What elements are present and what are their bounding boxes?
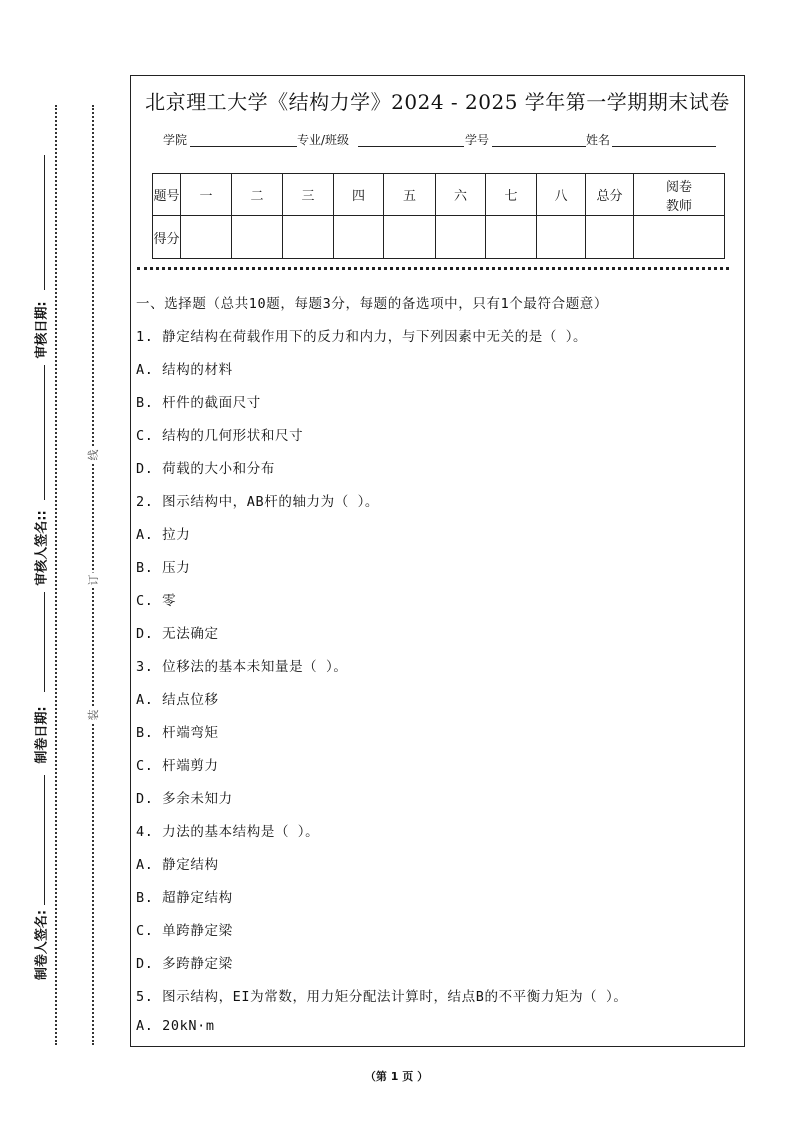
page-title: 北京理工大学《结构力学》2024 - 2025 学年第一学期期末试卷 xyxy=(145,90,730,114)
signature-line xyxy=(44,592,45,692)
answer-option: D. 荷载的大小和分布 xyxy=(136,461,275,477)
answer-option: A. 静定结构 xyxy=(136,857,219,873)
binding-mark-zhuang: 装 xyxy=(87,709,100,721)
header-cell: 五 xyxy=(384,174,436,216)
answer-option: B. 压力 xyxy=(136,560,191,576)
header-cell: 一 xyxy=(181,174,232,216)
question-text: 4. 力法的基本结构是（ ）。 xyxy=(136,824,320,840)
header-cell: 六 xyxy=(436,174,486,216)
score-cell[interactable] xyxy=(436,216,486,259)
answer-option: A. 结点位移 xyxy=(136,692,219,708)
answer-option: D. 无法确定 xyxy=(136,626,219,642)
student-id-field[interactable] xyxy=(492,146,586,147)
answer-option: C. 单跨静定梁 xyxy=(136,923,233,939)
reviewer-signature-label: 审核人签名:: xyxy=(34,510,50,586)
header-cell: 二 xyxy=(232,174,283,216)
score-cell[interactable] xyxy=(334,216,384,259)
dotted-separator xyxy=(137,267,729,270)
question-text: 1. 静定结构在荷载作用下的反力和内力，与下列因素中无关的是（ ）。 xyxy=(136,329,588,345)
answer-option: A. 20kN·m xyxy=(136,1018,215,1034)
name-field[interactable] xyxy=(612,146,716,147)
header-cell: 题号 xyxy=(153,174,181,216)
score-table-score-row xyxy=(153,216,725,259)
answer-option: A. 结构的材料 xyxy=(136,362,233,378)
binding-mark-ding: 订 xyxy=(87,574,100,586)
score-table-header-row xyxy=(153,174,725,216)
answer-option: C. 零 xyxy=(136,593,177,609)
answer-option: D. 多余未知力 xyxy=(136,791,233,807)
header-cell: 三 xyxy=(283,174,334,216)
signature-line xyxy=(44,775,45,905)
binding-dotted-line xyxy=(55,105,57,1045)
question-text: 3. 位移法的基本未知量是（ ）。 xyxy=(136,659,348,675)
answer-option: D. 多跨静定梁 xyxy=(136,956,233,972)
name-label: 姓名 xyxy=(586,133,611,147)
header-cell: 四 xyxy=(334,174,384,216)
score-cell[interactable] xyxy=(586,216,634,259)
answer-option: C. 杆端剪力 xyxy=(136,758,219,774)
signature-line xyxy=(44,365,45,500)
major-class-label: 专业/班级 xyxy=(297,133,350,147)
header-cell: 八 xyxy=(537,174,586,216)
review-date-label: 审核日期: xyxy=(34,301,50,359)
binding-mark-xian: 线 xyxy=(87,449,100,461)
score-cell[interactable] xyxy=(283,216,334,259)
score-cell[interactable] xyxy=(634,216,725,259)
score-table xyxy=(152,173,725,259)
score-cell[interactable] xyxy=(384,216,436,259)
answer-option: C. 结构的几何形状和尺寸 xyxy=(136,428,304,444)
header-cell: 阅卷教师 xyxy=(634,174,725,216)
section-heading: 一、选择题（总共10题，每题3分，每题的备选项中，只有1个最符合题意） xyxy=(136,296,609,312)
score-cell[interactable] xyxy=(232,216,283,259)
college-field[interactable] xyxy=(190,146,297,147)
score-row-label: 得分 xyxy=(153,216,181,259)
score-cell[interactable] xyxy=(181,216,232,259)
college-label: 学院 xyxy=(163,133,188,147)
answer-option: A. 拉力 xyxy=(136,527,191,543)
question-text: 2. 图示结构中，AB杆的轴力为（ ）。 xyxy=(136,494,380,510)
score-cell[interactable] xyxy=(486,216,537,259)
header-cell: 七 xyxy=(486,174,537,216)
compiler-signature-label: 制卷人签名: xyxy=(34,909,50,981)
answer-option: B. 杆件的截面尺寸 xyxy=(136,395,261,411)
page-number: （第 1 页 ） xyxy=(364,1070,429,1083)
question-text: 5. 图示结构，EI为常数，用力矩分配法计算时，结点B的不平衡力矩为（ ）。 xyxy=(136,989,628,1005)
student-id-label: 学号 xyxy=(465,133,490,147)
header-cell: 总分 xyxy=(586,174,634,216)
answer-option: B. 超静定结构 xyxy=(136,890,233,906)
compile-date-label: 制卷日期: xyxy=(34,706,50,764)
score-cell[interactable] xyxy=(537,216,586,259)
signature-line xyxy=(44,155,45,290)
major-class-field[interactable] xyxy=(358,146,464,147)
answer-option: B. 杆端弯矩 xyxy=(136,725,219,741)
